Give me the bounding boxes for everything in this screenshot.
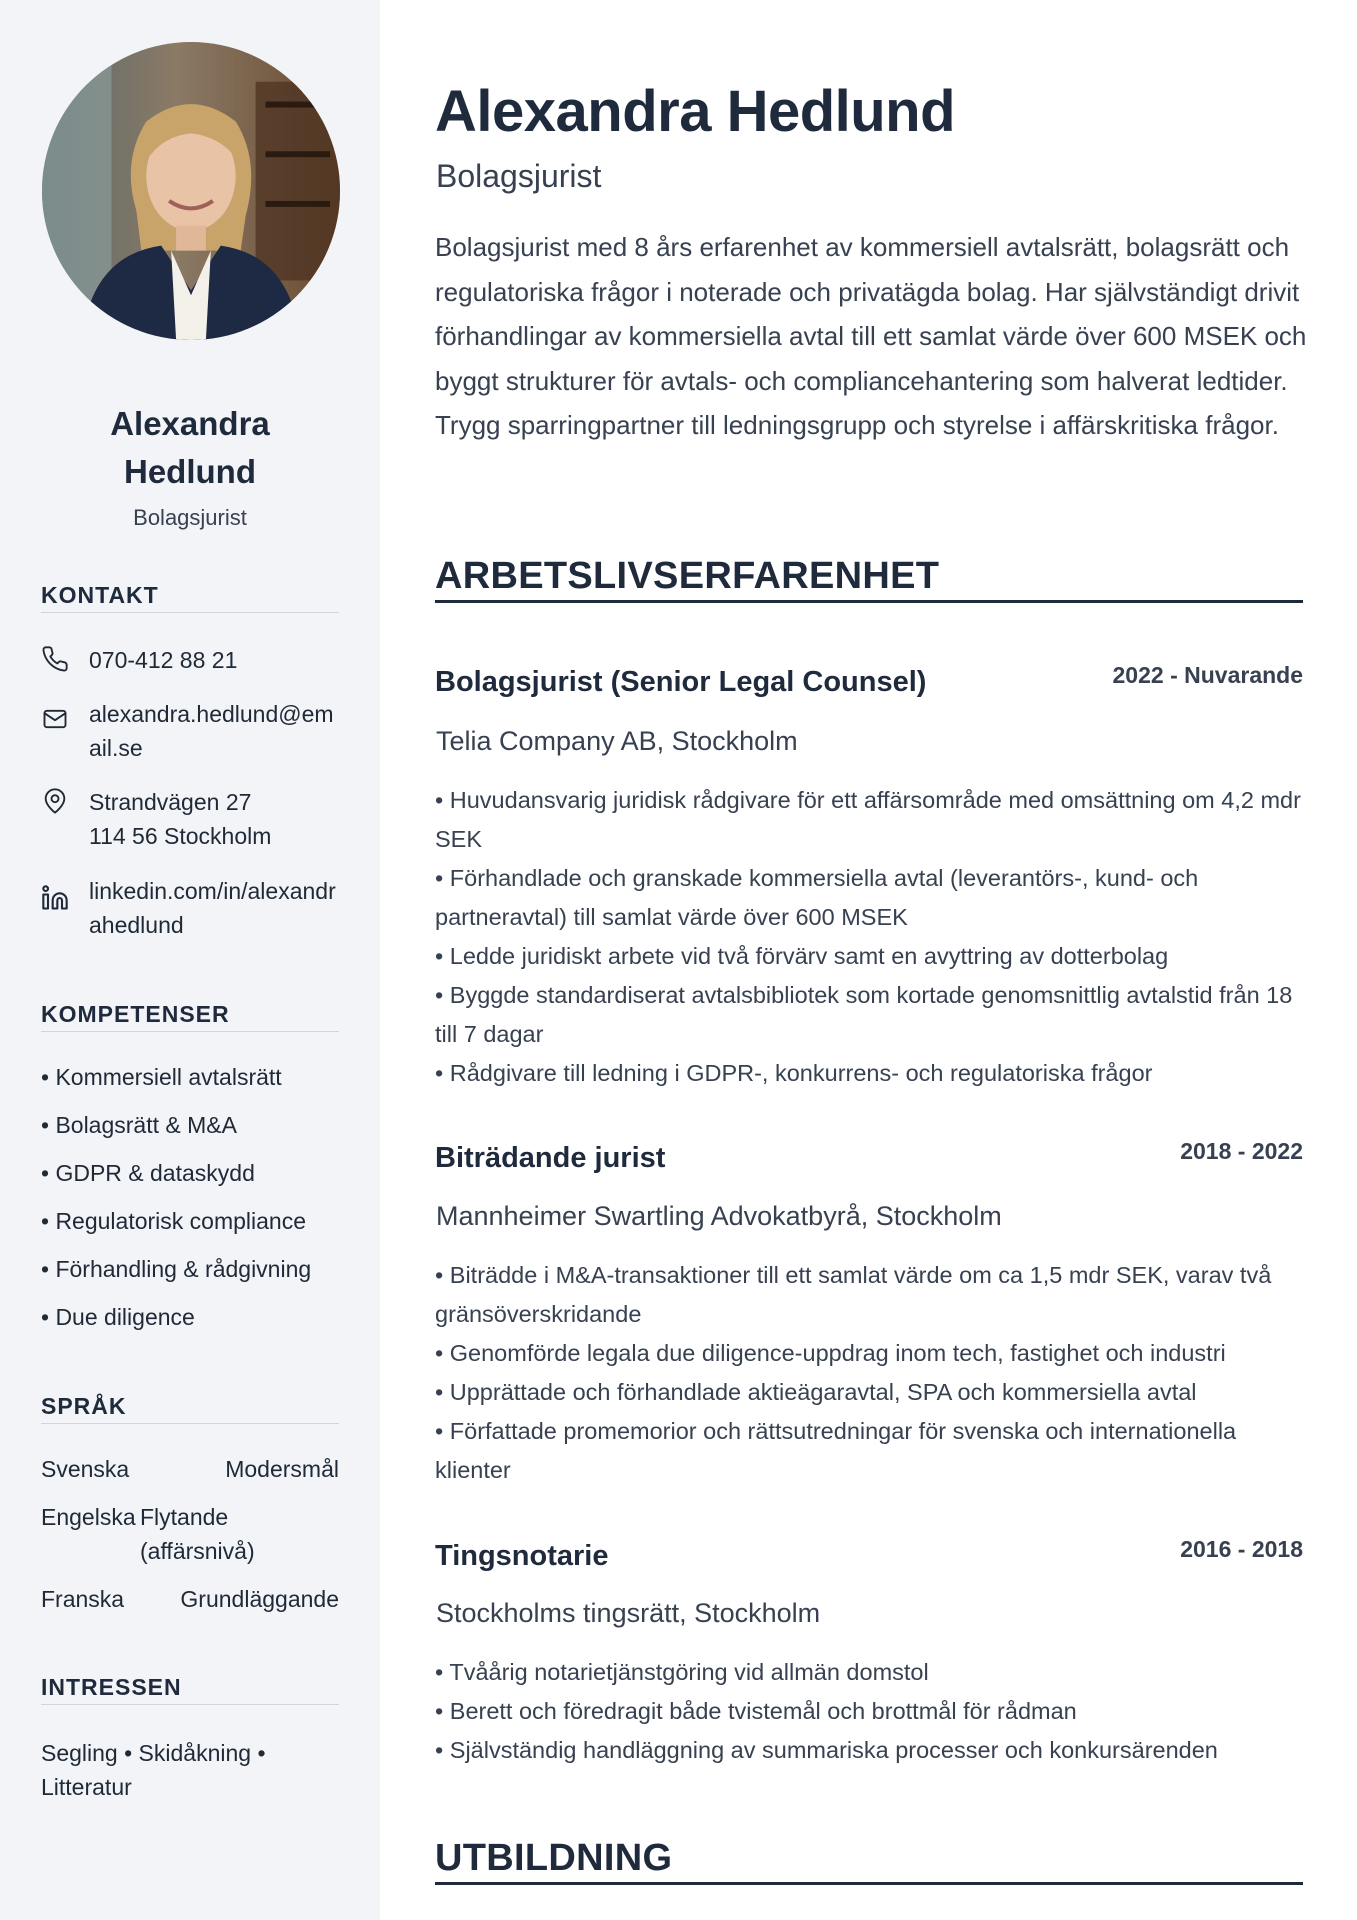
job-bullet-list xyxy=(435,781,1315,1093)
job-title: Tingsnotarie xyxy=(435,1540,609,1572)
job-bullet-list xyxy=(435,1256,1315,1490)
job-title: Biträdande jurist xyxy=(435,1142,666,1174)
job-bullet: • Rådgivare till ledning i GDPR-, konkurrens- och regulatoriska frågor xyxy=(435,1054,1315,1093)
interests-heading: INTRESSEN xyxy=(41,1674,339,1705)
language-level: Grundläggande xyxy=(180,1586,339,1612)
location-pin-icon xyxy=(41,787,69,815)
language-level-line2: (affärsnivå) xyxy=(140,1538,255,1564)
sidebar-job-title: Bolagsjurist xyxy=(133,505,247,530)
language-name: Franska xyxy=(41,1586,125,1612)
address-city: 114 56 Stockholm xyxy=(89,823,272,849)
phone-icon xyxy=(41,645,69,673)
job-title: Bolagsjurist (Senior Legal Counsel) xyxy=(435,666,927,698)
job-bullet: • Byggde standardiserat avtalsbibliotek som kortade genomsnittlig avtalstid från 18 till 7 dagar xyxy=(435,976,1315,1054)
mail-icon xyxy=(41,705,69,733)
main-content xyxy=(380,0,1357,1920)
profile-summary: Bolagsjurist med 8 års erfarenhet av kommersiell avtalsrätt, bolagsrätt och regulatoriska frågor i noterade och privatägda bolag. Har självständigt drivit förhandlingar av kommersiella avtal till ett samlat värde över 600 MSEK och byggt strukturer för avtals- och compliancehantering som halverat ledtider. Trygg sparringpartner till ledningsgrupp och styrelse i affärskritiska frågor. xyxy=(435,232,1307,440)
profile-photo-image xyxy=(42,42,340,340)
interests-text: Segling • Skidåkning • Litteratur xyxy=(41,1740,266,1800)
skill-item: • Förhandling & rådgivning xyxy=(41,1256,312,1282)
language-level-line1: Flytande xyxy=(140,1504,229,1530)
skill-item: • Bolagsrätt & M&A xyxy=(41,1112,237,1138)
languages-heading: SPRÅK xyxy=(41,1393,339,1424)
job-bullet: • Huvudansvarig juridisk rådgivare för ett affärsområde med omsättning om 4,2 mdr SEK xyxy=(435,781,1315,859)
skill-item: • Kommersiell avtalsrätt xyxy=(41,1064,282,1090)
skill-item: • Regulatorisk compliance xyxy=(41,1208,307,1234)
experience-heading: ARBETSLIVSERFARENHET xyxy=(435,555,1303,603)
job-bullet: • Självständig handläggning av summariska processer och konkursärenden xyxy=(435,1731,1315,1770)
job-date: 2022 - Nuvarande xyxy=(1112,662,1303,688)
contact-address-text xyxy=(89,785,341,853)
job-company: Mannheimer Swartling Advokatbyrå, Stockholm xyxy=(436,1201,1002,1231)
address-street: Strandvägen 27 xyxy=(89,789,252,815)
sidebar xyxy=(0,0,380,1920)
contact-linkedin-text[interactable]: linkedin.com/in/alexandrahedlund xyxy=(89,878,336,938)
job-bullet: • Biträdde i M&A-transaktioner till ett samlat värde om ca 1,5 mdr SEK, varav två gränsöverskridande xyxy=(435,1256,1315,1334)
contact-phone-text[interactable]: 070-412 88 21 xyxy=(89,647,238,673)
language-level: Modersmål xyxy=(225,1456,339,1482)
sidebar-name-line1: Alexandra xyxy=(110,405,270,442)
job-bullet: • Upprättade och förhandlade aktieägaravtal, SPA och kommersiella avtal xyxy=(435,1373,1315,1412)
contact-email-text[interactable]: alexandra.hedlund@email.se xyxy=(89,701,334,761)
job-bullet: • Berett och föredragit både tvistemål och brottmål för rådman xyxy=(435,1692,1315,1731)
language-name: Svenska xyxy=(41,1456,130,1482)
job-bullet: • Genomförde legala due diligence-uppdrag inom tech, fastighet och industri xyxy=(435,1334,1315,1373)
job-bullet: • Ledde juridiskt arbete vid två förvärv samt en avyttring av dotterbolag xyxy=(435,937,1315,976)
language-name: Engelska xyxy=(41,1504,136,1530)
language-level xyxy=(140,1500,255,1568)
job-bullet: • Författade promemorior och rättsutredningar för svenska och internationella klienter xyxy=(435,1412,1315,1490)
job-date: 2016 - 2018 xyxy=(1180,1536,1303,1562)
skills-heading: KOMPETENSER xyxy=(41,1001,339,1032)
job-bullet: • Tvåårig notarietjänstgöring vid allmän domstol xyxy=(435,1653,1315,1692)
page-title: Alexandra Hedlund xyxy=(435,79,956,144)
job-title-subtitle: Bolagsjurist xyxy=(436,158,602,194)
sidebar-name-line2: Hedlund xyxy=(124,453,256,490)
job-company: Stockholms tingsrätt, Stockholm xyxy=(436,1598,821,1628)
sidebar-name xyxy=(40,400,340,496)
profile-photo xyxy=(42,42,340,340)
skill-item: • GDPR & dataskydd xyxy=(41,1160,255,1186)
job-bullet: • Förhandlade och granskade kommersiella avtal (leverantörs-, kund- och partneravtal) till samlat värde över 600 MSEK xyxy=(435,859,1315,937)
linkedin-icon xyxy=(41,884,69,912)
job-date: 2018 - 2022 xyxy=(1180,1138,1303,1164)
skill-item: • Due diligence xyxy=(41,1304,195,1330)
education-heading: UTBILDNING xyxy=(435,1837,1303,1885)
job-bullet-list xyxy=(435,1653,1315,1770)
job-company: Telia Company AB, Stockholm xyxy=(436,726,798,756)
contact-heading: KONTAKT xyxy=(41,582,339,613)
